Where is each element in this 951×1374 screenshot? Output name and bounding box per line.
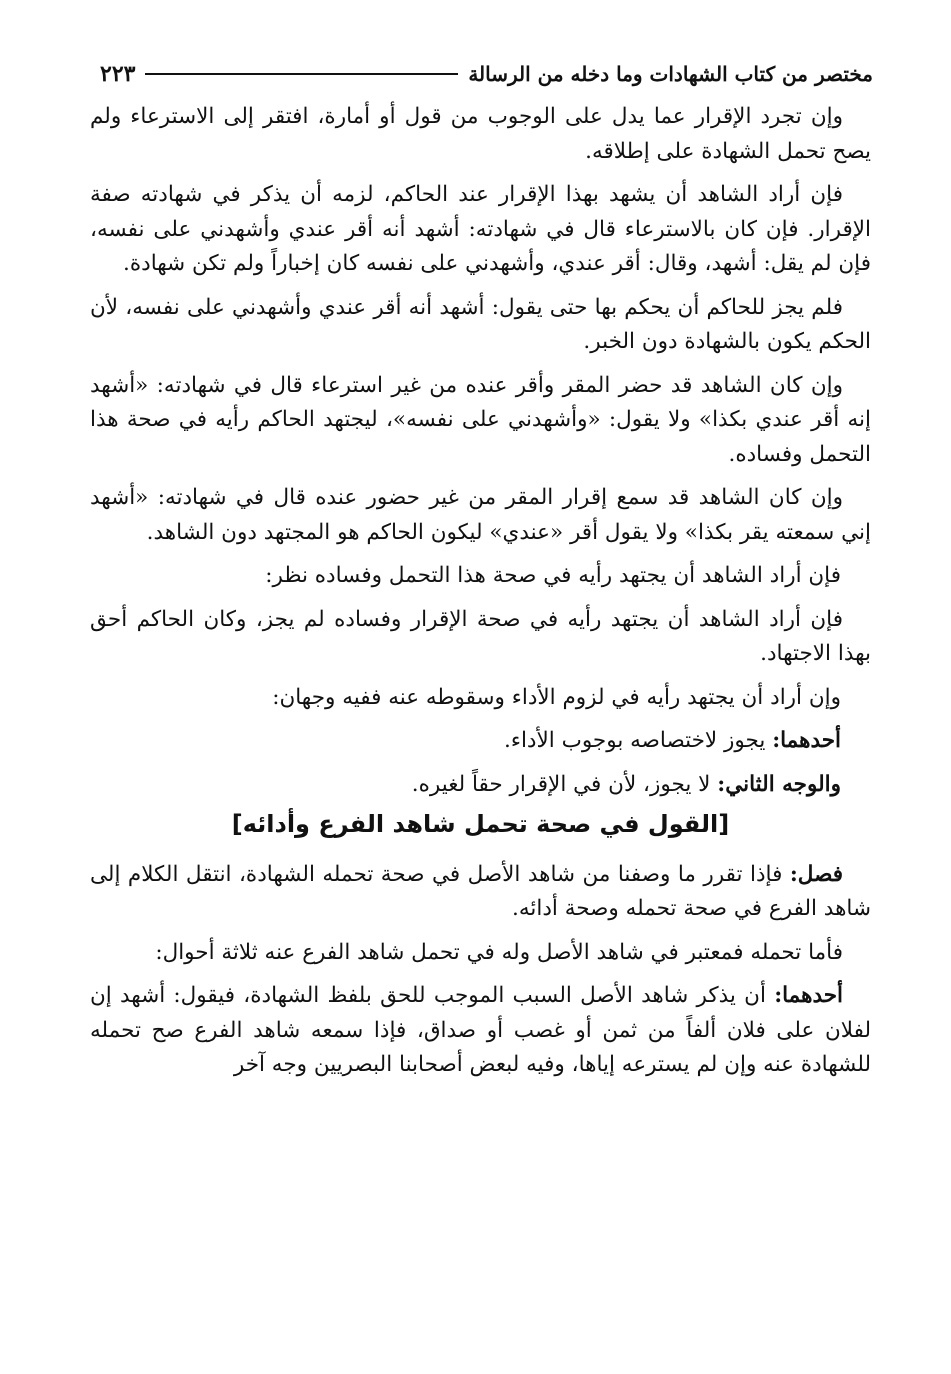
- paragraph-text: لا يجوز، لأن في الإقرار حقاً لغيره.: [411, 771, 718, 797]
- paragraph-text: فلم يجز للحاكم أن يحكم بها حتى يقول: أشهد أنه أقر عندي وأشهدني على نفسه، لأن الحكم يكون بالشهادة دون الخبر.: [90, 294, 871, 354]
- paragraph-lead: فصل:: [789, 861, 843, 887]
- paragraph-text: وإن كان الشاهد قد حضر المقر وأقر عنده من غير استرعاء قال في شهادته: «أشهد إنه أقر عندي بكذا» ولا يقول: «وأشهدني على نفسه»، ليجتهد الحاكم رأيه في صحة هذا التحمل وفساده.: [90, 372, 871, 467]
- paragraph-lead: والوجه الثاني:: [717, 771, 841, 797]
- paragraph-text: فإذا تقرر ما وصفنا من شاهد الأصل في صحة تحمله الشهادة، انتقل الكلام إلى شاهد الفرع في صحة تحمله وصحة أدائه.: [90, 861, 871, 921]
- paragraph-text: فإن أراد الشاهد أن يجتهد رأيه في صحة الإقرار وفساده لم يجز، وكان الحاكم أحق بهذا الاجتهاد.: [90, 606, 871, 666]
- paragraph-text: فإن أراد الشاهد أن يشهد بهذا الإقرار عند الحاكم، لزمه أن يذكر في شهادته صفة الإقرار. فإن كان بالاسترعاء قال في شهادته: أشهد أنه أقر عندي وأشهدني على نفسه، فإن لم يقل: أشهد، وقال: أقر عندي، وأشهدني على نفسه كان إخباراً ولم تكن شهادة.: [90, 182, 871, 276]
- page-number: ٢٢٣: [100, 61, 136, 87]
- paragraph: [90, 768, 841, 803]
- paragraph: [90, 681, 841, 716]
- paragraph-text: وإن كان الشاهد قد سمع إقرار المقر من غير حضور عنده قال في شهادته: «أشهد إني سمعته يقر بكذا» ولا يقول أقر «عندي» ليكون الحاكم هو المجتهد دون الشاهد.: [90, 485, 871, 545]
- paragraph: [90, 100, 871, 169]
- paragraph: [90, 178, 871, 282]
- paragraph: [90, 291, 871, 360]
- header-rule: [145, 73, 458, 75]
- running-header: [100, 54, 873, 94]
- paragraph-text: وإن أراد أن يجتهد رأيه في لزوم الأداء وسقوطه عنه ففيه وجهان:: [272, 684, 841, 710]
- paragraph-text: وإن تجرد الإقرار عما يدل على الوجوب من قول أو أمارة، افتقر إلى الاسترعاء ولم يصح تحمل الشهادة على إطلاقه.: [90, 104, 871, 164]
- paragraph: [90, 724, 841, 759]
- paragraph: [90, 481, 871, 550]
- paragraph-text: يجوز لاختصاصه بوجوب الأداء.: [504, 728, 773, 753]
- running-header-title: مختصر من كتاب الشهادات وما دخله من الرسالة: [468, 62, 873, 86]
- paragraph-lead: أحدهما:: [774, 983, 843, 1008]
- paragraph-text: أن يذكر شاهد الأصل السبب الموجب للحق بلفظ الشهادة، فيقول: أشهد إن لفلان على فلان ألفاً من ثمن أو غصب أو صداق، فإذا سمعه شاهد الفرع صح تحمله للشهادة عنه وإن لم يسترعه إياها، وفيه لبعض أصحابنا البصريين وجه آخر: [90, 983, 871, 1077]
- section-heading: [القول في صحة تحمل شاهد الفرع وأدائه]: [231, 810, 730, 838]
- paragraph-text: فأما تحمله فمعتبر في شاهد الأصل وله في تحمل شاهد الفرع عنه ثلاثة أحوال:: [155, 939, 843, 965]
- paragraph-text: فإن أراد الشاهد أن يجتهد رأيه في صحة هذا التحمل وفساده نظر:: [265, 563, 841, 588]
- paragraph: [90, 858, 871, 927]
- paragraph: [90, 979, 871, 1083]
- page-body: [90, 100, 871, 1092]
- paragraph: [90, 603, 871, 672]
- paragraph-lead: أحدهما:: [772, 728, 841, 753]
- paragraph: [90, 936, 871, 971]
- paragraph: [90, 559, 841, 594]
- paragraph: [90, 369, 871, 473]
